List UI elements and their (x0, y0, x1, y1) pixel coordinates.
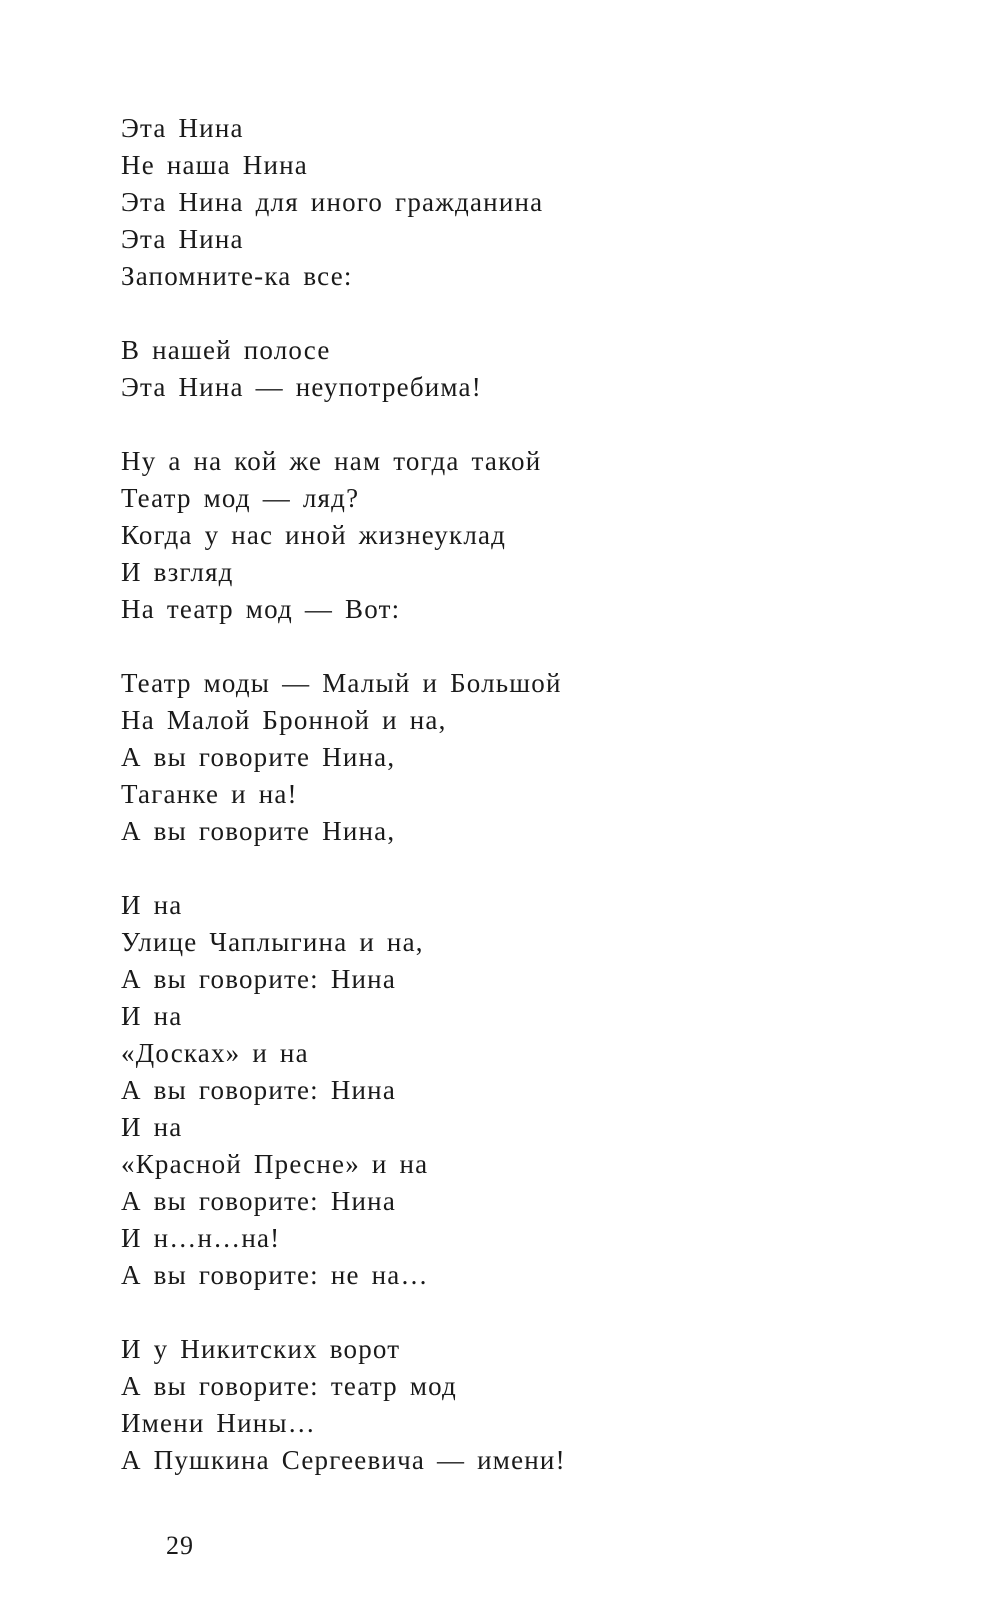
poem-line: А Пушкина Сергеевича — имени! (121, 1445, 566, 1475)
poem-line: А вы говорите: не на… (121, 1260, 429, 1290)
page-number: 29 (166, 1531, 194, 1560)
poem-line: Улице Чаплыгина и на, (121, 927, 424, 957)
poem-line: Запомните-ка все: (121, 261, 353, 291)
poem-line: И взгляд (121, 557, 234, 587)
poem-line: А вы говорите: Нина (121, 1075, 397, 1105)
poem-line: В нашей полосе (121, 335, 331, 365)
poem-line: Имени Нины… (121, 1408, 316, 1438)
poem (121, 110, 881, 1516)
poem-line: И на (121, 1112, 183, 1142)
poem-line: Театр мод — ляд? (121, 483, 360, 513)
poem-line: И на (121, 1001, 183, 1031)
poem-line: А вы говорите Нина, (121, 816, 396, 846)
stanza (121, 443, 881, 628)
poem-line: И н…н…на! (121, 1223, 281, 1253)
poem-line: Театр моды — Малый и Большой (121, 668, 562, 698)
stanza (121, 110, 881, 295)
poem-line: «Досках» и на (121, 1038, 309, 1068)
poem-line: Эта Нина — неупотребима! (121, 372, 482, 402)
poem-line: И на (121, 890, 183, 920)
poem-line: Ну а на кой же нам тогда такой (121, 446, 542, 476)
stanza (121, 332, 881, 406)
poem-line: И у Никитских ворот (121, 1334, 401, 1364)
poem-line: Эта Нина (121, 113, 244, 143)
poem-line: Эта Нина для иного гражданина (121, 187, 544, 217)
poem-line: Когда у нас иной жизнеуклад (121, 520, 507, 550)
poem-line: Эта Нина (121, 224, 244, 254)
poem-line: А вы говорите: театр мод (121, 1371, 457, 1401)
poem-line: На театр мод — Вот: (121, 594, 401, 624)
stanza (121, 887, 881, 1294)
poem-line: На Малой Бронной и на, (121, 705, 447, 735)
poem-line: Таганке и на! (121, 779, 298, 809)
poem-line: Не наша Нина (121, 150, 308, 180)
stanza (121, 665, 881, 850)
poem-line: А вы говорите: Нина (121, 1186, 397, 1216)
poem-line: «Красной Пресне» и на (121, 1149, 429, 1179)
poem-line: А вы говорите Нина, (121, 742, 396, 772)
poem-line: А вы говорите: Нина (121, 964, 397, 994)
stanza (121, 1331, 881, 1479)
